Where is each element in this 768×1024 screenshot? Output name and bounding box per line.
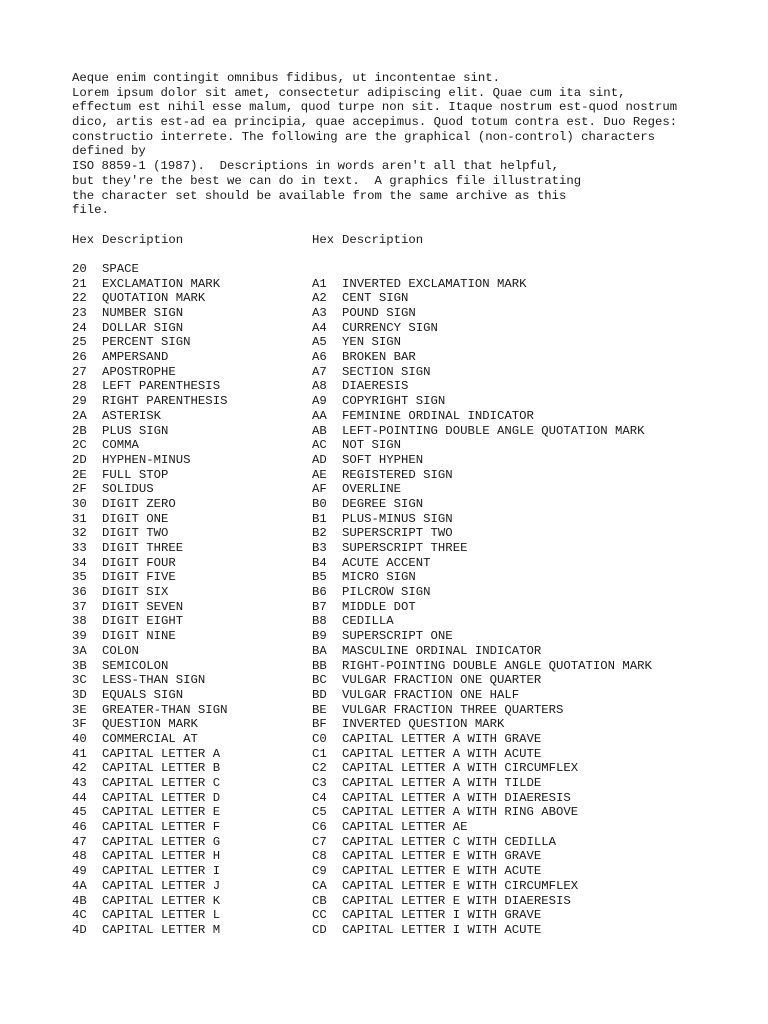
intro-line: Aeque enim contingit omnibus fidibus, ut incontentae sint. [72,71,501,85]
description-right: CAPITAL LETTER I WITH ACUTE [342,922,542,937]
description-right: DEGREE SIGN [342,496,424,511]
description-right: SUPERSCRIPT ONE [342,629,453,644]
hex-code-left: 2F [72,482,87,497]
description-right: MICRO SIGN [342,570,416,585]
table-row [72,350,752,365]
hex-code-left: 31 [72,511,87,526]
character-table [72,233,752,938]
description-right: CAPITAL LETTER AE [342,820,468,835]
hex-code-right: C2 [312,761,327,776]
description-left: DIGIT EIGHT [102,614,184,629]
hex-code-left: 22 [72,291,87,306]
hex-code-left: 48 [72,849,87,864]
table-row [72,629,752,644]
description-left: AMPERSAND [102,350,169,365]
table-row [72,761,752,776]
description-right: CENT SIGN [342,291,409,306]
description-right: BROKEN BAR [342,350,416,365]
description-right: CAPITAL LETTER I WITH GRAVE [342,908,542,923]
description-left: COMMERCIAL AT [102,731,198,746]
hex-code-left: 3E [72,702,87,717]
table-row [72,688,752,703]
table-row [72,791,752,806]
hex-code-left: 32 [72,526,87,541]
hex-code-right: B5 [312,570,327,585]
description-right: CAPITAL LETTER A WITH GRAVE [342,731,542,746]
description-right: MASCULINE ORDINAL INDICATOR [342,643,542,658]
intro-line: file. [72,203,109,218]
hex-code-right: AE [312,467,327,482]
description-right: VULGAR FRACTION ONE HALF [342,687,520,702]
hex-code-right: C1 [312,746,327,761]
table-row [72,438,752,453]
spacer [72,218,752,233]
hex-code-left: 4D [72,922,87,937]
hex-code-right: AA [312,408,327,423]
description-right: SUPERSCRIPT THREE [342,541,468,555]
hex-code-right: BE [312,702,327,717]
hex-code-right: A2 [312,291,327,306]
hex-code-right: A9 [312,394,327,409]
hex-code-right: B1 [312,511,327,526]
table-row [72,732,752,747]
hex-code-left: 4C [72,908,87,923]
description-left: SOLIDUS [102,482,154,497]
description-right: CAPITAL LETTER A WITH CIRCUMFLEX [342,761,579,776]
description-left: CAPITAL LETTER F [102,820,221,835]
hex-code-right: C4 [312,790,327,805]
hex-code-right: A7 [312,364,327,379]
hex-code-right: B2 [312,526,327,541]
hex-code-right: B9 [312,629,327,644]
description-left: DIGIT ZERO [102,496,176,511]
description-left: DIGIT SIX [102,585,169,600]
description-left: PERCENT SIGN [102,335,191,350]
hex-code-left: 49 [72,864,87,879]
description-left: SEMICOLON [102,658,169,673]
description-right: SUPERSCRIPT TWO [342,526,453,541]
table-row [72,482,752,497]
intro-line: the character set should be available from the same archive as this [72,188,567,203]
description-left: EQUALS SIGN [102,687,184,702]
table-row [72,614,752,629]
hex-code-left: 30 [72,496,87,511]
description-right: CAPITAL LETTER C WITH CEDILLA [342,834,557,849]
description-left: CAPITAL LETTER A [102,746,221,761]
hex-code-right: A8 [312,379,327,394]
description-right: ACUTE ACCENT [342,555,431,570]
description-left: CAPITAL LETTER J [102,878,221,893]
hex-code-left: 2A [72,408,87,423]
description-left: CAPITAL LETTER H [102,849,221,864]
description-left: DIGIT NINE [102,629,176,644]
document-page [72,71,752,938]
description-right: FEMININE ORDINAL INDICATOR [342,408,534,423]
description-left: EXCLAMATION MARK [102,276,221,291]
hex-code-left: 21 [72,276,87,291]
table-row [72,262,752,277]
intro-line: constructio interrete. The following are the graphical (non-control) characters [72,129,655,144]
hex-code-right: A3 [312,306,327,320]
hex-code-right: BB [312,658,327,673]
hex-code-left: 3D [72,687,87,702]
description-left: QUOTATION MARK [102,291,206,306]
hex-code-right: A4 [312,320,327,335]
table-row [72,335,752,350]
intro-text [72,71,752,218]
hex-code-right: B0 [312,496,327,511]
description-right: PLUS-MINUS SIGN [342,511,453,526]
description-left: CAPITAL LETTER K [102,893,221,908]
description-right: COPYRIGHT SIGN [342,394,446,409]
description-right: CAPITAL LETTER E WITH DIAERESIS [342,893,571,908]
table-row [72,644,752,659]
table-row [72,585,752,600]
description-left: FULL STOP [102,467,169,482]
table-row [72,600,752,615]
hex-code-left: 37 [72,599,87,614]
hex-code-right: AC [312,438,327,453]
hex-code-left: 2B [72,423,87,438]
header-description-right: Description [342,232,424,247]
hex-code-right: C8 [312,849,327,864]
table-row [72,820,752,835]
intro-line: Lorem ipsum dolor sit amet, consectetur adipiscing elit. Quae cum ita sint, [72,85,626,100]
hex-code-right: CB [312,893,327,908]
description-left: CAPITAL LETTER C [102,776,221,790]
hex-code-right: AD [312,452,327,467]
hex-code-right: CA [312,878,327,893]
hex-code-left: 27 [72,364,87,379]
description-left: NUMBER SIGN [102,306,184,320]
description-left: ASTERISK [102,408,162,423]
description-right: INVERTED EXCLAMATION MARK [342,276,527,291]
hex-code-left: 4A [72,878,87,893]
description-right: RIGHT-POINTING DOUBLE ANGLE QUOTATION MARK [342,658,652,673]
description-left: PLUS SIGN [102,423,169,438]
hex-code-left: 2C [72,438,87,453]
description-right: VULGAR FRACTION THREE QUARTERS [342,702,564,717]
description-left: DOLLAR SIGN [102,320,184,335]
hex-code-right: B4 [312,555,327,570]
description-right: SECTION SIGN [342,364,431,379]
description-left: CAPITAL LETTER L [102,908,221,923]
description-left: DIGIT FIVE [102,570,176,585]
description-right: DIAERESIS [342,379,409,394]
hex-code-right: CC [312,908,327,923]
hex-code-left: 24 [72,320,87,335]
table-row [72,879,752,894]
description-left: COMMA [102,438,139,453]
hex-code-right: BC [312,673,327,688]
description-right: CAPITAL LETTER A WITH ACUTE [342,746,542,761]
table-row [72,424,752,439]
hex-code-left: 46 [72,820,87,835]
header-hex-left: Hex [72,232,95,247]
description-left: HYPHEN-MINUS [102,452,191,467]
table-row [72,923,752,938]
description-right: POUND SIGN [342,306,416,320]
description-right: VULGAR FRACTION ONE QUARTER [342,673,542,688]
hex-code-left: 47 [72,834,87,849]
description-right: REGISTERED SIGN [342,467,453,482]
hex-code-right: C5 [312,805,327,820]
table-row [72,570,752,585]
hex-code-right: C0 [312,731,327,746]
hex-code-left: 28 [72,379,87,394]
hex-code-right: B8 [312,614,327,629]
description-left: CAPITAL LETTER I [102,864,221,879]
description-right: CAPITAL LETTER A WITH RING ABOVE [342,805,579,820]
description-left: CAPITAL LETTER G [102,834,221,849]
hex-code-left: 2D [72,452,87,467]
table-body [72,262,752,938]
table-row [72,394,752,409]
intro-line: but they're the best we can do in text. A graphics file illustrating [72,173,582,188]
table-row [72,894,752,909]
table-row [72,321,752,336]
hex-code-left: 26 [72,350,87,365]
table-row [72,468,752,483]
hex-code-left: 20 [72,261,87,276]
hex-code-right: B3 [312,541,327,555]
hex-code-left: 3C [72,673,87,688]
hex-code-left: 44 [72,790,87,805]
description-left: RIGHT PARENTHESIS [102,394,228,409]
hex-code-right: B6 [312,585,327,600]
description-left: DIGIT SEVEN [102,599,184,614]
table-row [72,409,752,424]
hex-code-left: 36 [72,585,87,600]
description-right: INVERTED QUESTION MARK [342,717,505,732]
hex-code-right: BA [312,643,327,658]
table-row [72,497,752,512]
table-row [72,556,752,571]
description-left: DIGIT TWO [102,526,169,541]
description-right: CURRENCY SIGN [342,320,438,335]
description-left: CAPITAL LETTER E [102,805,221,820]
table-header [72,233,752,248]
hex-code-right: BD [312,687,327,702]
header-description-left: Description [102,232,184,247]
description-left: GREATER-THAN SIGN [102,702,228,717]
header-hex-right: Hex [312,232,335,247]
table-row [72,306,752,321]
table-row [72,864,752,879]
hex-code-left: 38 [72,614,87,629]
hex-code-left: 34 [72,555,87,570]
hex-code-left: 3B [72,658,87,673]
hex-code-left: 4B [72,893,87,908]
hex-code-left: 29 [72,394,87,409]
description-right: SOFT HYPHEN [342,452,424,467]
hex-code-left: 45 [72,805,87,820]
table-row [72,747,752,762]
intro-line: dico, artis est-ad ea principia, quae accepimus. Quod totum contra est. Duo Reges: [72,115,678,130]
description-left: LEFT PARENTHESIS [102,379,221,394]
hex-code-right: A6 [312,350,327,365]
description-right: YEN SIGN [342,335,402,350]
description-right: CAPITAL LETTER E WITH CIRCUMFLEX [342,878,579,893]
hex-code-right: C9 [312,864,327,879]
description-right: CAPITAL LETTER E WITH GRAVE [342,849,542,864]
hex-code-left: 33 [72,541,87,555]
table-row [72,673,752,688]
hex-code-left: 39 [72,629,87,644]
description-left: DIGIT FOUR [102,555,176,570]
description-left: DIGIT ONE [102,511,169,526]
hex-code-left: 43 [72,776,87,790]
hex-code-left: 2E [72,467,87,482]
table-row [72,453,752,468]
hex-code-left: 42 [72,761,87,776]
description-right: CAPITAL LETTER E WITH ACUTE [342,864,542,879]
hex-code-left: 40 [72,731,87,746]
table-row [72,776,752,791]
description-right: CEDILLA [342,614,394,629]
table-row [72,835,752,850]
table-row [72,291,752,306]
description-left: QUESTION MARK [102,717,198,732]
description-right: NOT SIGN [342,438,402,453]
table-row [72,717,752,732]
description-left: DIGIT THREE [102,541,184,555]
spacer [72,247,752,262]
description-left: CAPITAL LETTER M [102,922,221,937]
hex-code-left: 41 [72,746,87,761]
hex-code-right: C7 [312,834,327,849]
hex-code-right: AB [312,423,327,438]
table-row [72,365,752,380]
hex-code-right: A1 [312,276,327,291]
hex-code-right: AF [312,482,327,497]
description-right: PILCROW SIGN [342,585,431,600]
hex-code-left: 35 [72,570,87,585]
description-left: COLON [102,643,139,658]
table-row [72,512,752,527]
table-row [72,703,752,718]
hex-code-left: 25 [72,335,87,350]
description-left: CAPITAL LETTER B [102,761,221,776]
description-right: CAPITAL LETTER A WITH TILDE [342,776,542,790]
hex-code-left: 23 [72,306,87,320]
description-left: APOSTROPHE [102,364,176,379]
table-row [72,849,752,864]
hex-code-right: A5 [312,335,327,350]
hex-code-right: C3 [312,776,327,790]
description-left: SPACE [102,261,139,276]
description-right: LEFT-POINTING DOUBLE ANGLE QUOTATION MARK [342,423,645,438]
hex-code-right: CD [312,922,327,937]
hex-code-left: 3A [72,643,87,658]
table-row [72,541,752,556]
table-row [72,526,752,541]
intro-line: defined by [72,144,146,159]
intro-line: ISO 8859-1 (1987). Descriptions in words aren't all that helpful, [72,159,560,174]
table-row [72,379,752,394]
hex-code-right: C6 [312,820,327,835]
hex-code-left: 3F [72,717,87,732]
description-right: OVERLINE [342,482,402,497]
description-right: CAPITAL LETTER A WITH DIAERESIS [342,790,571,805]
description-left: CAPITAL LETTER D [102,790,221,805]
table-row [72,277,752,292]
table-row [72,659,752,674]
description-left: LESS-THAN SIGN [102,673,206,688]
table-row [72,908,752,923]
hex-code-right: BF [312,717,327,732]
intro-line: effectum est nihil esse malum, quod turpe non sit. Itaque nostrum est-quod nostrum [72,100,678,115]
hex-code-right: B7 [312,599,327,614]
description-right: MIDDLE DOT [342,599,416,614]
table-row [72,805,752,820]
